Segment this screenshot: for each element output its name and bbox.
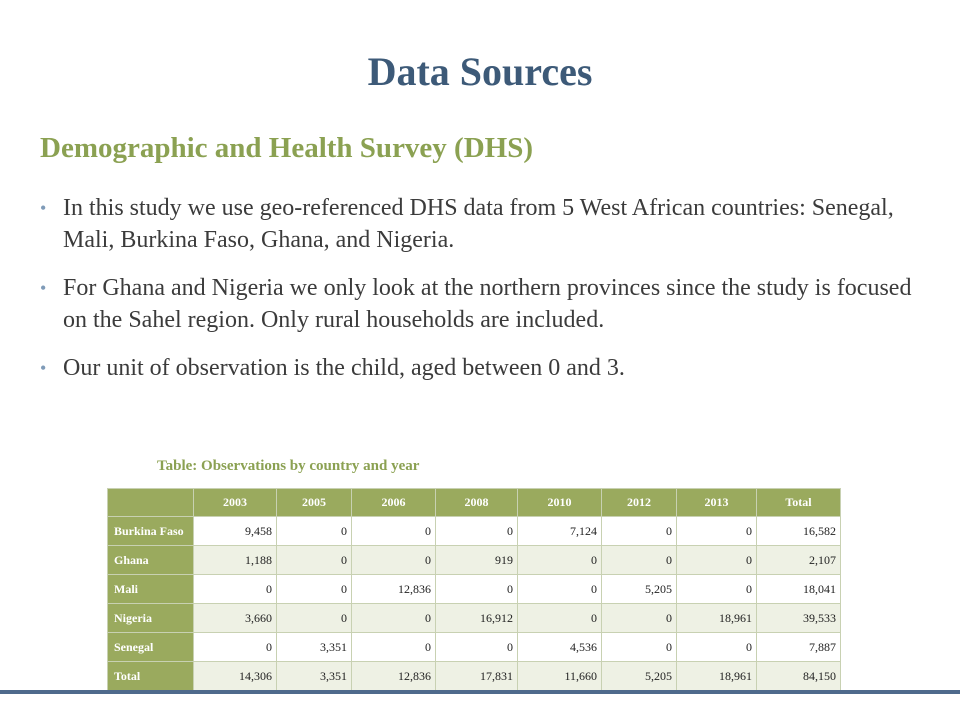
column-header: 2008: [436, 489, 518, 517]
table-cell: 0: [602, 633, 677, 662]
table-cell: 1,188: [194, 546, 277, 575]
column-header: 2006: [352, 489, 436, 517]
table-row: [108, 633, 841, 662]
table-cell: 0: [277, 575, 352, 604]
table-cell: 0: [518, 575, 602, 604]
table-cell: 18,961: [677, 604, 757, 633]
row-header: Nigeria: [108, 604, 194, 633]
column-header: 2012: [602, 489, 677, 517]
table-cell: 0: [194, 575, 277, 604]
bullet-dot-icon: •: [40, 198, 47, 218]
table-row: [108, 604, 841, 633]
table-row: [108, 575, 841, 604]
table-cell: 0: [352, 517, 436, 546]
table-cell: 7,124: [518, 517, 602, 546]
table-cell: 3,660: [194, 604, 277, 633]
table-cell: 0: [602, 546, 677, 575]
table-cell: 14,306: [194, 662, 277, 691]
table-cell: 18,041: [757, 575, 841, 604]
table-cell: 0: [352, 633, 436, 662]
column-header: 2005: [277, 489, 352, 517]
table-row: [108, 662, 841, 691]
column-header: 2003: [194, 489, 277, 517]
table-caption: Table: Observations by country and year: [157, 458, 420, 474]
table-cell: 0: [518, 546, 602, 575]
bullet-text: In this study we use geo-referenced DHS data from 5 West African countries: Senegal, Mali, Burkina Faso, Ghana, and Nigeria.: [63, 195, 894, 253]
table-cell: 0: [677, 517, 757, 546]
table-cell: 0: [518, 604, 602, 633]
row-header: Mali: [108, 575, 194, 604]
bullet-dot-icon: •: [40, 358, 47, 378]
table-cell: 0: [277, 517, 352, 546]
table-row: [108, 517, 841, 546]
table-cell: 919: [436, 546, 518, 575]
table-cell: 16,582: [757, 517, 841, 546]
table-cell: 5,205: [602, 662, 677, 691]
table-cell: 0: [677, 546, 757, 575]
table-cell: 0: [677, 633, 757, 662]
table-cell: 0: [436, 575, 518, 604]
table-cell: 5,205: [602, 575, 677, 604]
column-header: Total: [757, 489, 841, 517]
table-header-row: [108, 489, 841, 517]
row-header: Total: [108, 662, 194, 691]
column-header: 2010: [518, 489, 602, 517]
row-header: Senegal: [108, 633, 194, 662]
row-header: Ghana: [108, 546, 194, 575]
table-cell: 0: [352, 546, 436, 575]
table-cell: 17,831: [436, 662, 518, 691]
table-cell: 3,351: [277, 662, 352, 691]
bullet-dot-icon: •: [40, 278, 47, 298]
table-cell: 0: [436, 633, 518, 662]
table-cell: 16,912: [436, 604, 518, 633]
table-cell: 0: [677, 575, 757, 604]
table-cell: 0: [602, 517, 677, 546]
bullet-item: [40, 352, 920, 384]
table-cell: 0: [194, 633, 277, 662]
bullet-list: [40, 192, 920, 400]
row-header: Burkina Faso: [108, 517, 194, 546]
table-cell: 84,150: [757, 662, 841, 691]
table-cell: 7,887: [757, 633, 841, 662]
table-cell: 18,961: [677, 662, 757, 691]
table-row: [108, 546, 841, 575]
bullet-item: [40, 192, 920, 256]
bottom-rule: [0, 690, 960, 694]
table-cell: 12,836: [352, 662, 436, 691]
table-cell: 9,458: [194, 517, 277, 546]
bullet-text: Our unit of observation is the child, aged between 0 and 3.: [63, 355, 625, 381]
table-cell: 0: [277, 546, 352, 575]
table-cell: 0: [436, 517, 518, 546]
table-cell: 3,351: [277, 633, 352, 662]
table-cell: 0: [352, 604, 436, 633]
bullet-item: [40, 272, 920, 336]
section-heading: Demographic and Health Survey (DHS): [40, 132, 533, 164]
bullet-text: For Ghana and Nigeria we only look at the northern provinces since the study is focused on the Sahel region. Only rural households are included.: [63, 275, 912, 333]
table-cell: 4,536: [518, 633, 602, 662]
table-cell: 0: [602, 604, 677, 633]
observations-table: [107, 488, 841, 691]
table-cell: 12,836: [352, 575, 436, 604]
table-cell: 11,660: [518, 662, 602, 691]
table-corner-cell: [108, 489, 194, 517]
slide-title: Data Sources: [367, 49, 593, 94]
table-cell: 0: [277, 604, 352, 633]
column-header: 2013: [677, 489, 757, 517]
table-cell: 39,533: [757, 604, 841, 633]
table-cell: 2,107: [757, 546, 841, 575]
